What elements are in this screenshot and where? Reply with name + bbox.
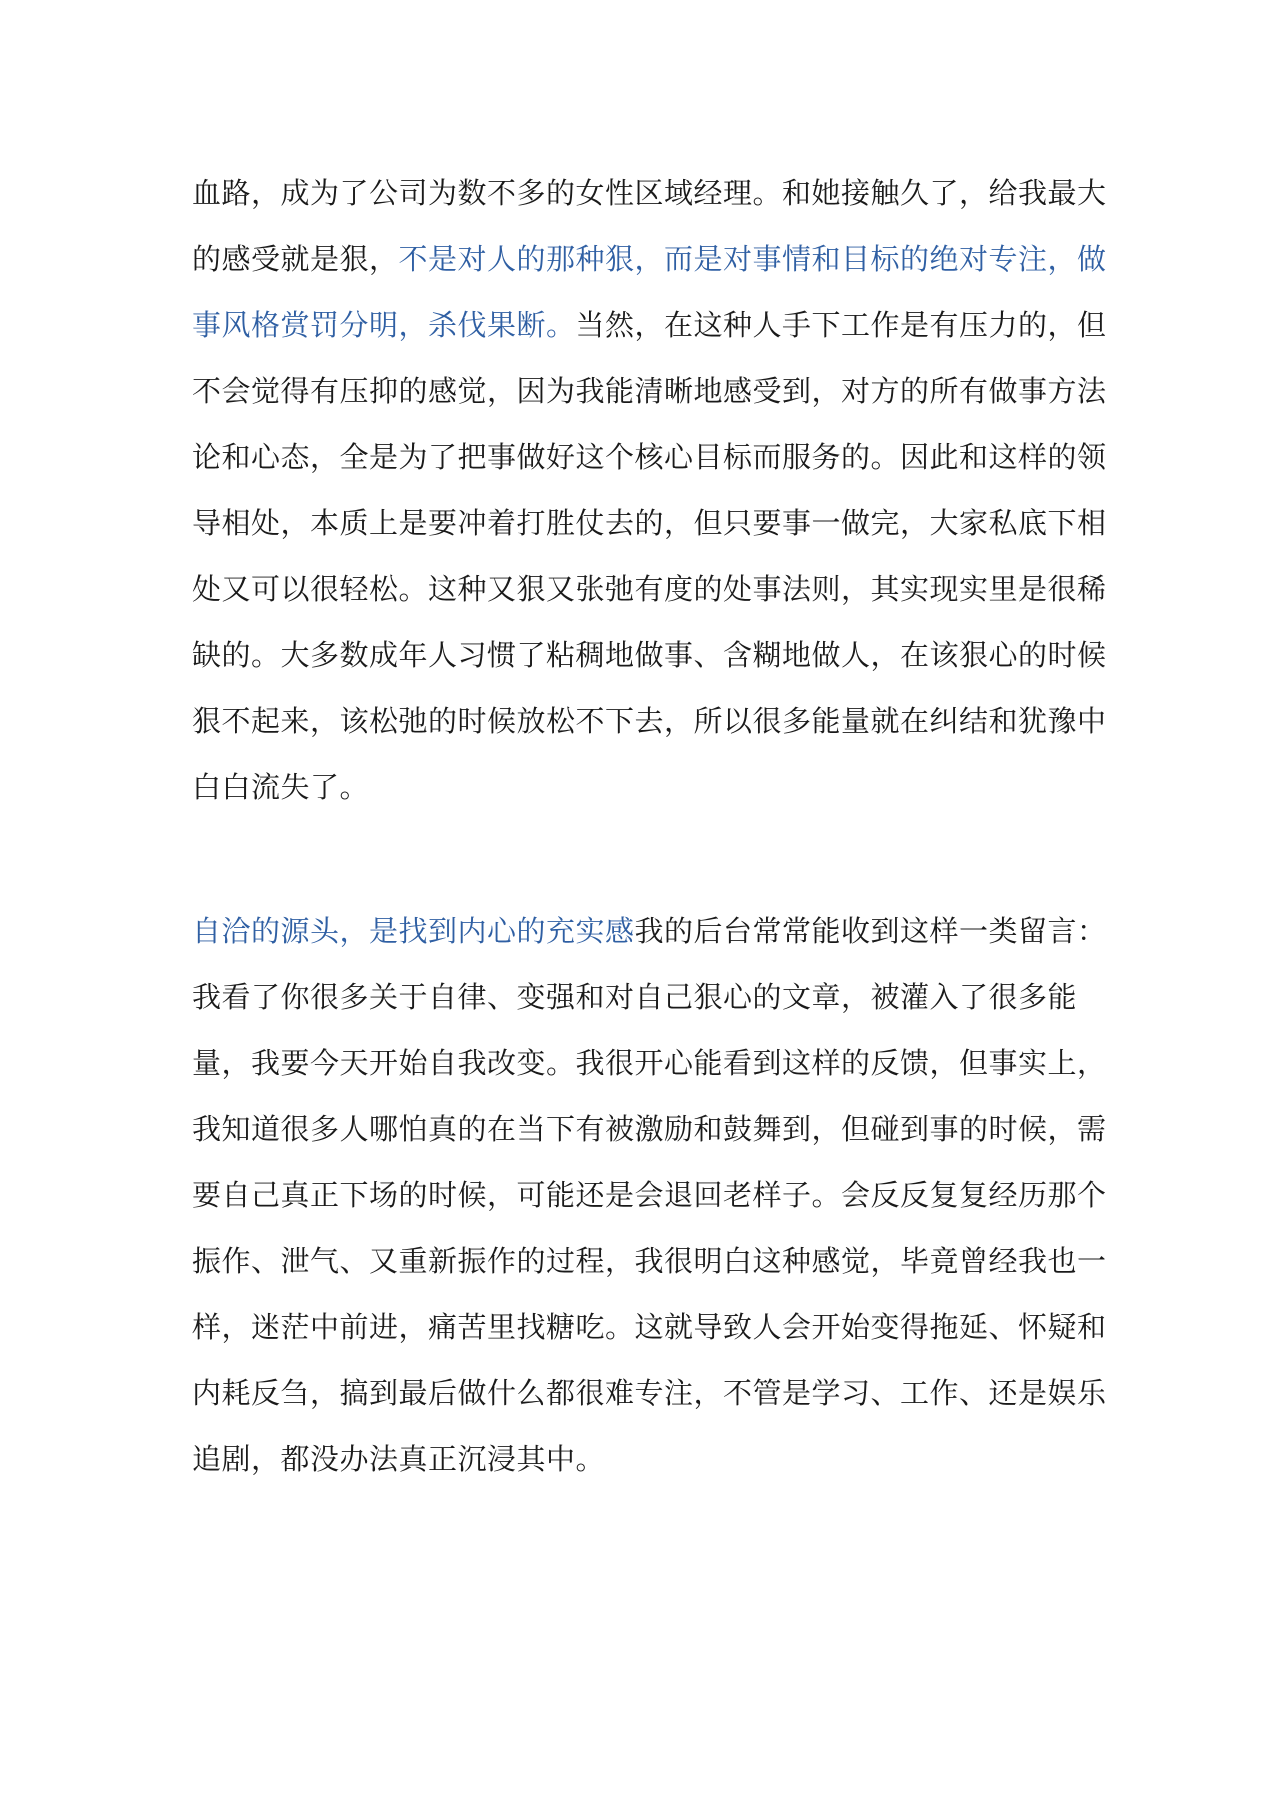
highlighted-text: 不是对人的那种狠，而是对事情和目标的绝对专注，做事风格赏罚分明，杀伐果断。: [192, 242, 1107, 342]
paragraph-text: 当然，在这种人手下工作是有压力的，但不会觉得有压抑的感觉，因为我能清晰地感受到，对方的所有做事方法论和心态，全是为了把事做好这个核心目标而服务的。因此和这样的领导相处，本质上是要冲着打胜仗去的，但只要事一做完，大家私底下相处又可以很轻松。这种又狠又张弛有度的处事法则，其实现实里是很稀缺的。大多数成年人习惯了粘稠地做事、含糊地做人，在该狠心的时候狠不起来，该松弛的时候放松不下去，所以很多能量就在纠结和犹豫中白白流失了。: [192, 308, 1107, 804]
section-heading: 自洽的源头，是找到内心的充实感: [192, 914, 635, 948]
paragraph-text: 血路，成为了公司为数不多的女性区域经理。和她接触久了，给我最大的感受就是狠，: [192, 176, 1107, 276]
paragraph-leader-description: [192, 160, 1112, 820]
paragraph-self-consistency: [192, 898, 1112, 1492]
paragraph-text: 我的后台常常能收到这样一类留言：我看了你很多关于自律、变强和对自己狠心的文章，被灌入了很多能量，我要今天开始自我改变。我很开心能看到这样的反馈，但事实上，我知道很多人哪怕真的在当下有被激励和鼓舞到，但碰到事的时候，需要自己真正下场的时候，可能还是会退回老样子。会反反复复经历那个振作、泄气、又重新振作的过程，我很明白这种感觉，毕竟曾经我也一样，迷茫中前进，痛苦里找糖吃。这就导致人会开始变得拖延、怀疑和内耗反刍，搞到最后做什么都很难专注，不管是学习、工作、还是娱乐追剧，都没办法真正沉浸其中。: [192, 914, 1107, 1476]
